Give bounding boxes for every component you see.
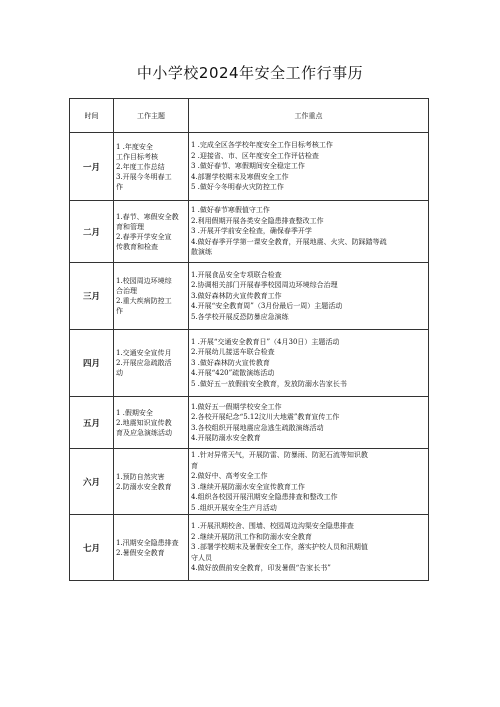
theme-line: 作 (116, 182, 123, 191)
focus-line: 5 .组织开展安全生产月活动 (191, 503, 277, 512)
theme-line: 1.校园周边环境综 (116, 277, 172, 285)
focus-line: 2 .继续开展防汛工作和防溺水安全教育 (191, 532, 312, 541)
focus-line: 1.开展食品安全专项联合检查 (191, 270, 282, 279)
theme-line: 育和管理 (116, 222, 144, 231)
focus-line: 1 .针对异常天气，开展防雷、防暴雨、防泥石流等知识教 (191, 451, 368, 459)
focus-line: 2.协调相关部门开展春季校园周边环境综合治理 (191, 281, 338, 290)
focus-line: 5 .做好今冬明春火灾防控工作 (191, 183, 284, 192)
schedule-table (69, 98, 429, 581)
focus-line: 守人员 (191, 553, 212, 562)
focus-line: 2 .迎接省、市、区年度安全工作评估检查 (191, 151, 319, 160)
focus-line: 4.部署学校期末及寒假安全工作 (191, 172, 289, 181)
table-row (70, 330, 429, 397)
focus-line: 4.开展“420”疏散演练活动 (191, 369, 275, 378)
month-cell: 三月 (70, 263, 114, 330)
focus-cell (189, 201, 429, 263)
theme-line: 2.地震知识宣传教 (116, 418, 172, 427)
theme-line: 2.春季开学安全宣 (116, 232, 172, 241)
focus-line: 1 .完成全区各学校年度安全工作目标考核工作 (191, 141, 333, 150)
theme-line: 2.开展应急疏散活 (116, 359, 172, 367)
month-cell: 六月 (70, 449, 114, 515)
theme-line: 1 .假期安全 (116, 408, 153, 417)
theme-line: 合治理 (116, 287, 137, 295)
focus-line: 3 .继续开展防溺水安全宣传教育工作 (191, 482, 305, 491)
focus-line: 2.开展幼儿接送车联合检查 (191, 348, 275, 357)
table-row (70, 201, 429, 263)
header-row (70, 99, 429, 133)
theme-line: 2.年度工作总结 (116, 162, 165, 171)
focus-line: 3 .做好森林防火宣传教育 (191, 358, 270, 367)
theme-cell (114, 449, 189, 515)
theme-line: 2.重大疾病防控工 (116, 297, 172, 305)
focus-cell (189, 449, 429, 515)
focus-line: 育 (191, 461, 198, 470)
theme-cell (114, 133, 189, 201)
focus-line: 散演练 (191, 248, 212, 257)
theme-line: 2.暑假安全教育 (116, 548, 165, 557)
focus-cell (189, 133, 429, 201)
theme-line: 传教育和检查 (116, 242, 158, 251)
focus-line: 5.各学校开展反恐防暴应急演练 (191, 312, 289, 321)
theme-cell (114, 263, 189, 330)
theme-line: 1.预防自然灾害 (116, 472, 165, 481)
theme-line: 1.汛期安全隐患排查 (116, 538, 179, 547)
month-cell: 一月 (70, 133, 114, 201)
theme-line: 1.交通安全宣传月 (116, 349, 172, 357)
focus-line: 5 .做好五一放假前安全教育，发放防溺水告家长书 (191, 379, 347, 388)
focus-cell (189, 515, 429, 581)
theme-line: 1.春节、寒假安全教 (116, 212, 179, 221)
theme-cell (114, 201, 189, 263)
theme-line: 动 (116, 369, 123, 377)
focus-line: 2.做好中、高考安全工作 (191, 472, 268, 480)
header-time: 时间 (70, 99, 114, 133)
focus-line: 4.做好放假前安全教育，印发暑假“告家长书” (191, 564, 331, 573)
focus-line: 4.做好春季开学第一课安全教育，开展地震、火灾、防踩踏等疏 (191, 237, 387, 246)
theme-line: 1 .年度安全 (116, 142, 153, 151)
page-title: 中小学校2024年安全工作行事历 (136, 64, 364, 82)
header-theme: 工作主题 (114, 99, 189, 133)
focus-line: 2.各校开展纪念“5.12汶川大地震”教育宣传工作 (191, 413, 340, 421)
theme-cell (114, 515, 189, 581)
table-row (70, 133, 429, 201)
focus-line: 3 .做好春节、寒假期间安全稳定工作 (191, 162, 305, 171)
focus-line: 1 .开展汛期校舍、围墙、校园周边沟渠安全隐患排查 (191, 522, 354, 531)
month-cell: 四月 (70, 330, 114, 397)
focus-line: 1.做好五一假期学校安全工作 (191, 402, 282, 411)
focus-cell (189, 397, 429, 449)
theme-cell (114, 330, 189, 397)
theme-cell (114, 397, 189, 449)
focus-line: 4.开展防溺水安全教育 (191, 434, 261, 442)
month-cell: 七月 (70, 515, 114, 581)
theme-line: 3.开展今冬明春工 (116, 172, 172, 181)
month-cell: 五月 (70, 397, 114, 449)
theme-line: 育及应急演练活动 (116, 428, 172, 437)
table-row (70, 263, 429, 330)
focus-line: 3.各校组织开展地震应急逃生疏散演练活动 (191, 423, 324, 432)
table-row (70, 397, 429, 449)
theme-line: 2.防溺水安全教育 (116, 482, 172, 491)
focus-line: 2.利用假期开展各类安全隐患排查整改工作 (191, 216, 324, 225)
focus-line: 3 .开展开学前安全检查，确保春季开学 (191, 227, 312, 236)
table-row (70, 449, 429, 515)
focus-line: 1 .做好春节寒假值守工作 (191, 206, 270, 215)
focus-cell (189, 263, 429, 330)
header-focus: 工作重点 (189, 99, 429, 133)
focus-line: 3 .部署学校期末及暑假安全工作，落实护校人员和汛期值 (191, 543, 368, 552)
focus-line: 4.开展“安全教育周”（3月份最后一周）主题活动 (191, 302, 343, 311)
month-cell: 二月 (70, 201, 114, 263)
focus-line: 3.做好森林防火宣传教育工作 (191, 291, 282, 300)
table-row (70, 515, 429, 581)
theme-line: 工作目标考核 (116, 152, 158, 161)
focus-cell (189, 330, 429, 397)
focus-line: 4.组织各校园开展汛期安全隐患排查和整改工作 (191, 493, 338, 501)
theme-line: 作 (116, 307, 123, 315)
focus-line: 1 .开展“交通安全教育日”（4月30日）主题活动 (191, 337, 340, 346)
